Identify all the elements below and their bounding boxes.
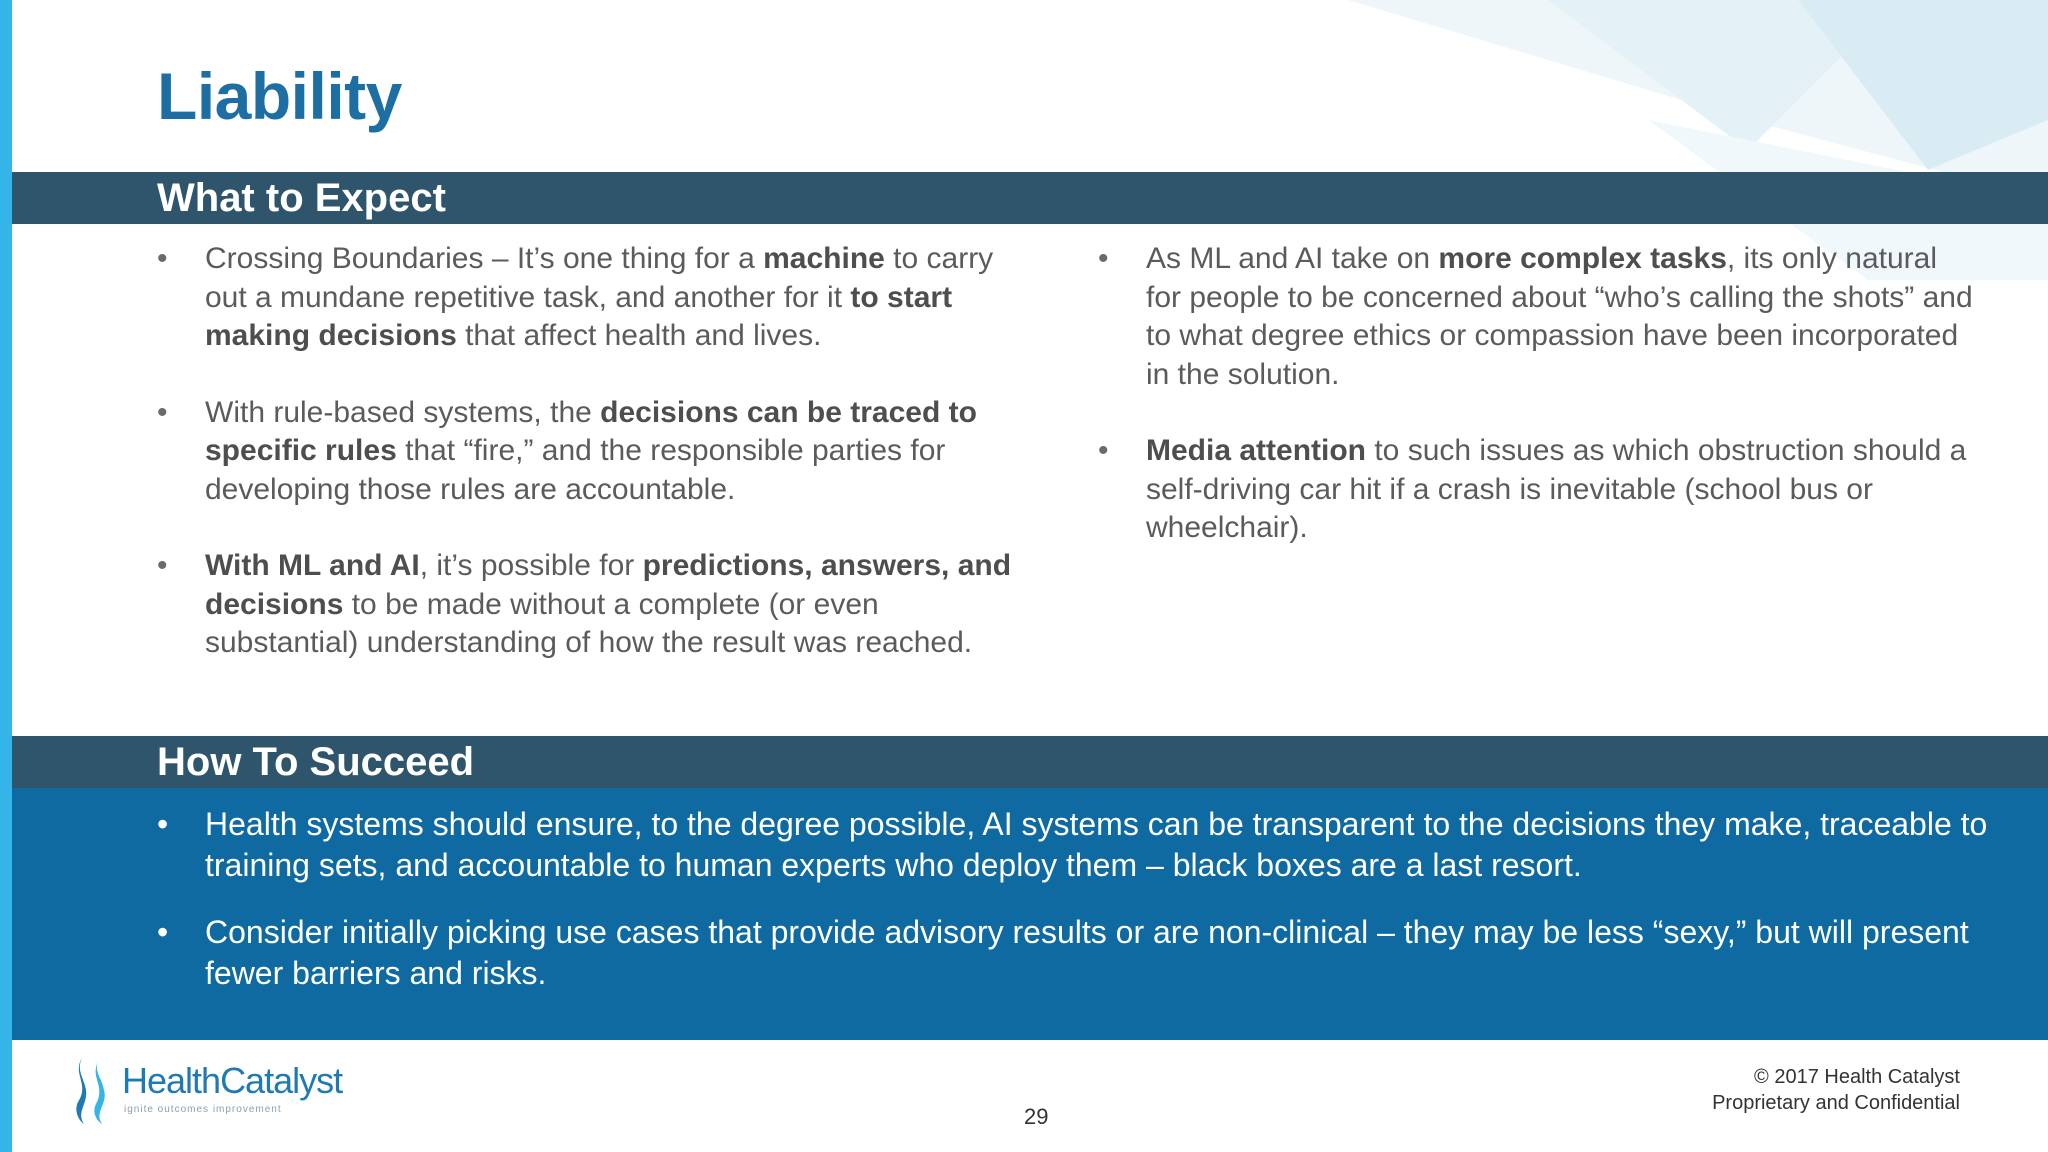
bullet-text: to such issues as which obstruction should a self-driving car hit if a crash is inevitable (school bus or wheelchair).	[1146, 434, 1967, 544]
expect-bullet	[157, 240, 1017, 356]
bullet-emphasis: With ML and AI	[205, 549, 420, 582]
bullet-text: Crossing Boundaries – It’s one thing for a	[205, 242, 764, 275]
bullet-dot: •	[157, 242, 168, 275]
slide-title: Liability	[157, 59, 402, 133]
bullet-dot: •	[157, 914, 169, 950]
bullet-emphasis: more complex tasks	[1438, 242, 1727, 275]
bullet-text: With rule-based systems, the	[205, 395, 601, 429]
expect-bullet	[1098, 432, 1978, 548]
page-number: 29	[1024, 1104, 1049, 1129]
bullet-emphasis: predictions, answers, and decisions	[205, 549, 1012, 621]
succeed-bullet	[157, 912, 1997, 994]
expect-left-column	[157, 240, 1017, 701]
copyright-notice	[1712, 1064, 1960, 1116]
accent-edge-bar	[0, 0, 12, 1152]
flame-logo-icon	[68, 1054, 116, 1126]
succeed-bullet	[157, 804, 1997, 886]
expect-right-column	[1098, 240, 1978, 586]
bullet-text: that affect health and lives.	[456, 319, 822, 352]
succeed-bullet-text: Consider initially picking use cases that provide advisory results or are non-clinical – they may be less “sexy,” but will present fewer barriers and risks.	[205, 914, 1969, 991]
expect-bullet	[1098, 240, 1978, 394]
expect-bullet	[157, 547, 1017, 663]
how-to-succeed-heading: How To Succeed	[12, 736, 2048, 788]
bullet-emphasis: machine	[763, 242, 885, 275]
bullet-text: that “fire,” and the responsible parties for developing those rules are accountable.	[205, 434, 946, 506]
expect-bullet	[157, 394, 1017, 510]
bullet-emphasis: to start making decisions	[205, 280, 953, 352]
bullet-dot: •	[1098, 242, 1109, 275]
bullet-dot: •	[157, 549, 168, 582]
bullet-text: As ML and AI take on	[1146, 242, 1439, 275]
confidential-line: Proprietary and Confidential	[1712, 1092, 1960, 1114]
succeed-bullet-text: Health systems should ensure, to the degree possible, AI systems can be transparent to the decisions they make, traceable to training sets, and accountable to human experts who deploy them – black boxes are a last resort.	[205, 806, 1988, 883]
bullet-emphasis: Media attention	[1146, 434, 1367, 467]
what-to-expect-heading: What to Expect	[12, 172, 2048, 224]
bullet-text: to be made without a complete (or even substantial) understanding of how the result was reached.	[205, 587, 973, 659]
logo-word-health: Health	[122, 1060, 221, 1101]
bullet-text: , its only natural for people to be concerned about “who’s calling the shots” and to what degree ethics or compassion have been incorporated in the solution.	[1146, 242, 1973, 391]
health-catalyst-logo	[68, 1054, 368, 1126]
bullet-dot: •	[157, 395, 168, 429]
logo-tagline: ignite outcomes improvement	[124, 1104, 282, 1115]
logo-word-catalyst: Catalyst	[220, 1060, 343, 1101]
bullet-dot: •	[157, 806, 169, 842]
background-decoration	[1048, 0, 2048, 280]
logo-wordmark	[122, 1060, 342, 1102]
bullet-emphasis: decisions can be traced to specific rules	[205, 395, 977, 467]
copyright-line: © 2017 Health Catalyst	[1754, 1066, 1960, 1088]
bullet-dot: •	[1098, 434, 1109, 467]
bullet-text: , it’s possible for	[419, 549, 643, 582]
bullet-text: to carry out a mundane repetitive task, and another for it	[205, 242, 994, 314]
